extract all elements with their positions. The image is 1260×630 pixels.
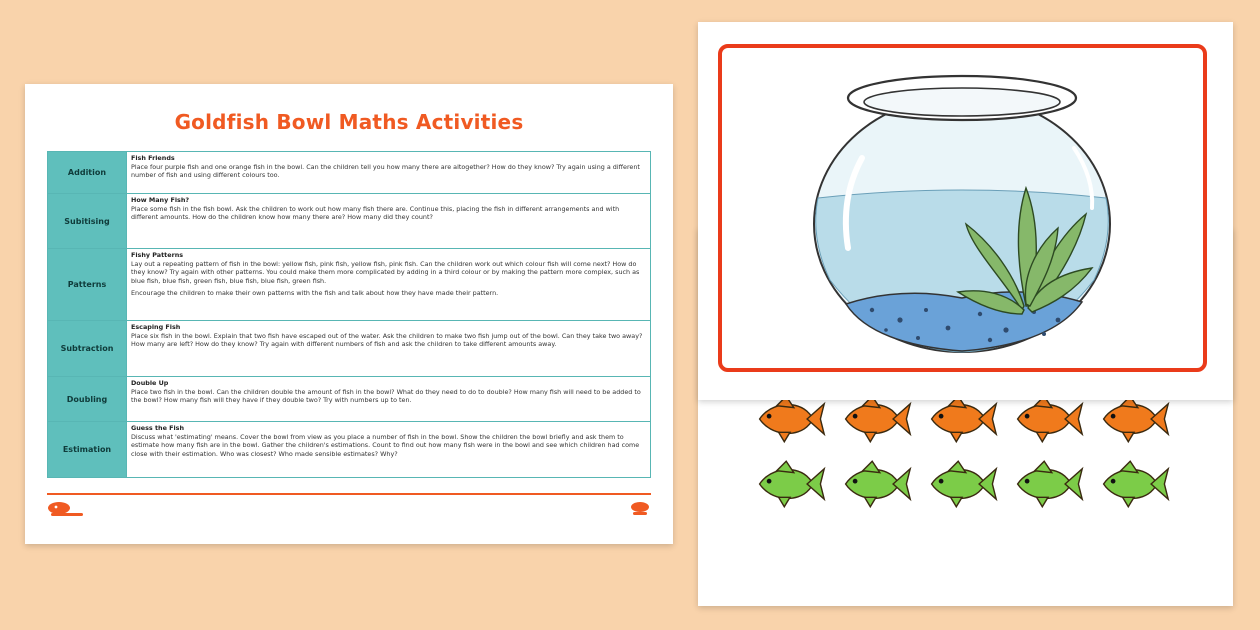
- page-title: Goldfish Bowl Maths Activities: [174, 110, 524, 134]
- table-row: [48, 422, 651, 478]
- green-fish-cutout-icon[interactable]: [838, 458, 914, 510]
- activities-table: [47, 151, 651, 478]
- category-cell: Subitising: [48, 194, 127, 249]
- activity-sheet: [25, 84, 673, 544]
- category-cell: Subtraction: [48, 321, 127, 377]
- category-cell: Doubling: [48, 377, 127, 422]
- activity-description: [127, 249, 651, 321]
- activity-description: [127, 194, 651, 249]
- table-row: [48, 321, 651, 377]
- table-row: [48, 377, 651, 422]
- green-fish-cutout-icon[interactable]: [752, 458, 828, 510]
- activity-heading: How Many Fish?: [131, 196, 190, 204]
- activity-description: [127, 321, 651, 377]
- green-fish-cutout-icon[interactable]: [1096, 458, 1172, 510]
- orange-fish-cutout-icon[interactable]: [752, 393, 828, 445]
- activity-extra-text: Encourage the children to make their own patterns with the fish and talk about how they have made their pattern.: [131, 289, 499, 298]
- orange-fish-cutout-icon[interactable]: [1096, 393, 1172, 445]
- activity-description: [127, 152, 651, 194]
- activity-text: Place some fish in the fish bowl. Ask the children to work out how many fish there are. Continue this, placing the fish in different arrangements and with different amounts. How do the children know how many there are? How many did they count?: [131, 204, 620, 222]
- category-cell: Patterns: [48, 249, 127, 321]
- orange-fish-row: [752, 393, 1172, 445]
- activity-heading: Fish Friends: [131, 154, 175, 162]
- activity-description: [127, 422, 651, 478]
- goldfish-bowl-icon: [722, 48, 1203, 368]
- green-fish-cutout-icon[interactable]: [1010, 458, 1086, 510]
- activity-heading: Fishy Patterns: [131, 251, 184, 259]
- footer-divider: [47, 493, 651, 495]
- activity-text: Discuss what 'estimating' means. Cover the bowl from view as you place a number of fish in the bowl. Show the children the bowl briefly and ask them to estimate how many fish are in the bowl. Gather the children's estimations. Count to find out how many fish were in the bowl and see which children had come close with their estimation. Who was closest? Who made sensible estimates? Why?: [131, 432, 640, 458]
- category-cell: Estimation: [48, 422, 127, 478]
- activity-heading: Guess the Fish: [131, 424, 185, 432]
- category-cell: Addition: [48, 152, 127, 194]
- bowl-sheet: [698, 22, 1233, 400]
- table-row: [48, 194, 651, 249]
- activity-text: Place two fish in the bowl. Can the children double the amount of fish in the bowl? What do they need to do to double? How many fish will need to be added to the bowl? How many fish will they have if they double two? Try with numbers up to ten.: [131, 387, 641, 405]
- activity-text: Lay out a repeating pattern of fish in the bowl: yellow fish, pink fish, yellow fish, pink fish. Can the children work out which colour fish will come next? How do they know? Try again with other patterns. You could make them more complicated by adding in a third colour or by making the pattern more complex, such as blue fish, blue fish, green fish, blue fish, blue fish, green fish.: [131, 259, 640, 285]
- table-row: [48, 152, 651, 194]
- orange-fish-cutout-icon[interactable]: [838, 393, 914, 445]
- green-fish-row: [752, 458, 1172, 510]
- orange-fish-cutout-icon[interactable]: [924, 393, 1000, 445]
- orange-fish-cutout-icon[interactable]: [1010, 393, 1086, 445]
- bowl-frame: [718, 44, 1207, 372]
- activity-description: [127, 377, 651, 422]
- activity-text: Place four purple fish and one orange fish in the bowl. Can the children tell you how many there are altogether? How do they know? Try again using a different number of fish and using different colours too.: [131, 162, 640, 180]
- activity-text: Place six fish in the bowl. Explain that two fish have escaped out of the water. Ask the children to make two fish jump out of the bowl. Can they take two away? How many are left? How do they know? Try again with different numbers of fish and ask the children to take different amounts away.: [131, 331, 643, 349]
- activity-heading: Escaping Fish: [131, 323, 181, 331]
- green-fish-cutout-icon[interactable]: [924, 458, 1000, 510]
- brand-mark-icon: [629, 500, 651, 518]
- activity-heading: Double Up: [131, 379, 169, 387]
- brand-logo-icon: [47, 500, 85, 518]
- table-row: [48, 249, 651, 321]
